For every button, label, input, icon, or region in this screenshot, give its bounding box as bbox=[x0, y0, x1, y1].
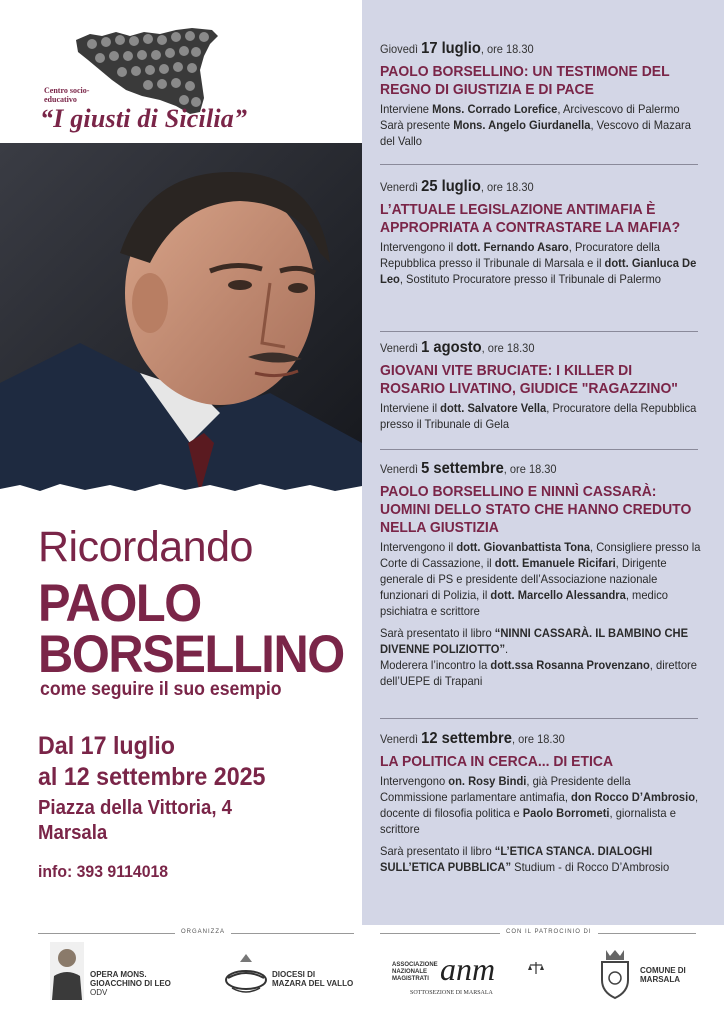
event-description: Intervengono on. Rosy Bindi, già Presidente della Commissione parlamentare antimafia, don Rocco D’Ambrosio, docente di filosofia politica e Paolo Borrometi, giornalista e scrittore Sarà presentato il libro “L’ETICA STANCA. DIALOGHI SULL’ETICA PUBBLICA” Studium - di Rocco D’Ambrosio bbox=[380, 774, 699, 874]
venue-address: Piazza della Vittoria, 4 bbox=[38, 797, 233, 819]
org-comune: COMUNE DI MARSALA bbox=[640, 966, 686, 984]
venue-city: Marsala bbox=[38, 822, 108, 844]
date-range bbox=[38, 731, 265, 793]
heading-subtitle: come seguire il suo esempio bbox=[40, 679, 282, 700]
event-date: Venerdì 12 settembre, ore 18.30 bbox=[380, 730, 565, 747]
date-from: Dal 17 luglio bbox=[38, 732, 175, 760]
event-item bbox=[380, 460, 700, 689]
org-opera-mons: OPERA MONS. GIOACCHINO DI LEO ODV bbox=[90, 970, 171, 997]
heading-name-first: PAOLO bbox=[38, 574, 201, 633]
event-title: GIOVANI VITE BRUCIATE: I KILLER DI ROSARIO LIVATINO, GIUDICE "RAGAZZINO" bbox=[380, 362, 678, 397]
footer-label-patrocinio: CON IL PATROCINIO DI bbox=[500, 929, 598, 935]
event-date: Giovedì 17 luglio, ore 18.30 bbox=[380, 40, 534, 57]
event-description: Intervengono il dott. Giovanbattista Tona, Consigliere presso la Corte di Cassazione, il dott. Emanuele Ricifari, Dirigente generale di PS e presidente dell’Associazione nazionale funzionari di Polizia, il dott. Marcello Alessandra, medico psichiatra e scrittore Sarà presentato il libro “NINNI CASSARÀ. IL BAMBINO CHE DIVENNE POLIZIOTTO”. Moderera l’incontro la dott.ssa Rosanna Provenzano, direttore dell’UEPE di Trapani bbox=[380, 540, 701, 688]
priest-portrait-logo bbox=[50, 942, 84, 1000]
event-title: LA POLITICA IN CERCA... DI ETICA bbox=[380, 753, 614, 770]
venue bbox=[38, 796, 232, 846]
divider bbox=[380, 331, 698, 332]
event-title: PAOLO BORSELLINO E NINNÌ CASSARÀ: UOMINI DELLO STATO CHE HANNO CREDUTO NELLA GIUSTIZIA bbox=[380, 483, 692, 536]
diocese-logo bbox=[222, 950, 270, 998]
event-item bbox=[380, 339, 700, 432]
heading-ricordando: Ricordando bbox=[38, 523, 253, 571]
event-date: Venerdì 1 agosto, ore 18.30 bbox=[380, 339, 535, 356]
footer-label-organizza: ORGANIZZA bbox=[175, 929, 231, 935]
divider bbox=[380, 718, 698, 719]
event-title: PAOLO BORSELLINO: UN TESTIMONE DEL REGNO DI GIUSTIZIA E DI PACE bbox=[380, 63, 670, 98]
heading-name-last: BORSELLINO bbox=[38, 625, 344, 684]
left-panel bbox=[0, 0, 362, 925]
logo-subtitle: Centro socio-educativo bbox=[44, 86, 90, 104]
event-description: Interviene il dott. Salvatore Vella, Procuratore della Repubblica presso il Tribunale di Gela bbox=[380, 401, 697, 431]
event-item bbox=[380, 730, 700, 875]
info-phone: info: 393 9114018 bbox=[38, 862, 169, 881]
event-title: L’ATTUALE LEGISLAZIONE ANTIMAFIA È APPROPRIATA A CONTRASTARE LA MAFIA? bbox=[380, 201, 681, 236]
divider bbox=[380, 164, 698, 165]
portrait-photo bbox=[0, 143, 362, 499]
event-date: Venerdì 25 luglio, ore 18.30 bbox=[380, 178, 534, 195]
anm-label: ASSOCIAZIONE NAZIONALE MAGISTRATI bbox=[392, 962, 438, 982]
logo-title: “I giusti di Sicilia” bbox=[40, 104, 248, 133]
org-diocesi: DIOCESI DI MAZARA DEL VALLO bbox=[272, 970, 354, 988]
anm-subsection: SOTTOSEZIONE DI MARSALA bbox=[410, 990, 493, 996]
event-date: Venerdì 5 settembre, ore 18.30 bbox=[380, 460, 557, 477]
event-description: Intervengono il dott. Fernando Asaro, Procuratore della Repubblica presso il Tribunale di Marsala e il dott. Gianluca De Leo, Sostituto Procuratore presso il Tribunale di Palermo bbox=[380, 240, 697, 286]
event-item bbox=[380, 40, 700, 149]
event-item bbox=[380, 178, 700, 287]
scales-icon bbox=[528, 960, 544, 976]
event-description: Interviene Mons. Corrado Lorefice, Arcivescovo di Palermo Sarà presente Mons. Angelo Giurdanella, Vescovo di Mazara del Vallo bbox=[380, 102, 691, 148]
date-to: al 12 settembre 2025 bbox=[38, 763, 266, 791]
comune-crest-logo bbox=[596, 946, 634, 1000]
anm-logo: anm bbox=[440, 951, 496, 987]
divider bbox=[380, 449, 698, 450]
